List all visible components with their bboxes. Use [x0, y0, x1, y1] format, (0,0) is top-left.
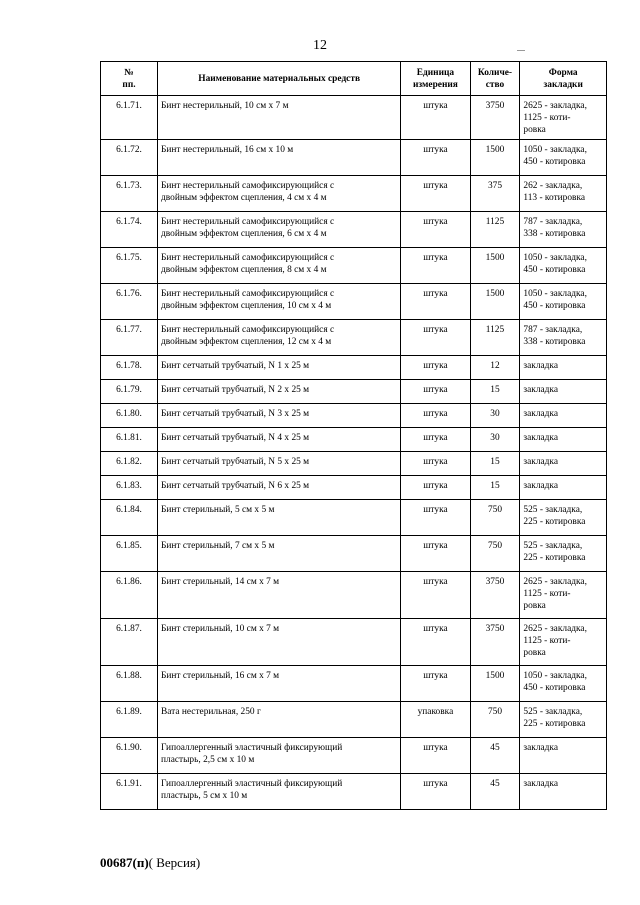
- table-row: [101, 356, 607, 380]
- cell-name: Бинт стерильный, 7 см х 5 м: [158, 536, 401, 572]
- cell-name: Бинт нестерильный самофиксирующийся с двойным эффектом сцепления, 10 см х 4 м: [158, 284, 401, 320]
- cell-qty: 30: [470, 428, 520, 452]
- cell-num: 6.1.90.: [101, 738, 158, 774]
- cell-name: Гипоаллергенный эластичный фиксирующий пластырь, 2,5 см х 10 м: [158, 738, 401, 774]
- cell-form: 525 - закладка, 225 - котировка: [520, 536, 607, 572]
- table-row: [101, 140, 607, 176]
- cell-qty: 375: [470, 176, 520, 212]
- cell-qty: 30: [470, 404, 520, 428]
- cell-form: 2625 - закладка, 1125 - коти- ровка: [520, 96, 607, 140]
- cell-form: закладка: [520, 774, 607, 810]
- cell-name: Бинт нестерильный, 10 см х 7 м: [158, 96, 401, 140]
- table-row: [101, 248, 607, 284]
- cell-num: 6.1.82.: [101, 452, 158, 476]
- cell-name: Гипоаллергенный эластичный фиксирующий пластырь, 5 см х 10 м: [158, 774, 401, 810]
- cell-form: 525 - закладка, 225 - котировка: [520, 702, 607, 738]
- cell-unit: штука: [401, 404, 470, 428]
- cell-qty: 12: [470, 356, 520, 380]
- cell-name: Бинт сетчатый трубчатый, N 3 х 25 м: [158, 404, 401, 428]
- table-row: [101, 96, 607, 140]
- cell-unit: штука: [401, 738, 470, 774]
- cell-form: 262 - закладка, 113 - котировка: [520, 176, 607, 212]
- cell-qty: 15: [470, 476, 520, 500]
- cell-name: Бинт нестерильный самофиксирующийся с двойным эффектом сцепления, 8 см х 4 м: [158, 248, 401, 284]
- cell-qty: 750: [470, 500, 520, 536]
- cell-num: 6.1.79.: [101, 380, 158, 404]
- cell-name: Бинт стерильный, 10 см х 7 м: [158, 619, 401, 666]
- table-header-row: [101, 62, 607, 96]
- cell-unit: штука: [401, 212, 470, 248]
- table-row: [101, 212, 607, 248]
- cell-qty: 1500: [470, 666, 520, 702]
- cell-form: 1050 - закладка, 450 - котировка: [520, 284, 607, 320]
- cell-qty: 3750: [470, 619, 520, 666]
- cell-num: 6.1.75.: [101, 248, 158, 284]
- cell-num: 6.1.85.: [101, 536, 158, 572]
- cell-unit: штука: [401, 572, 470, 619]
- cell-num: 6.1.81.: [101, 428, 158, 452]
- cell-name: Бинт сетчатый трубчатый, N 6 х 25 м: [158, 476, 401, 500]
- cell-unit: штука: [401, 176, 470, 212]
- cell-unit: штука: [401, 380, 470, 404]
- materials-table: [100, 61, 607, 810]
- cell-unit: штука: [401, 774, 470, 810]
- cell-num: 6.1.87.: [101, 619, 158, 666]
- cell-unit: штука: [401, 320, 470, 356]
- cell-qty: 3750: [470, 96, 520, 140]
- document-code: 00687(п): [100, 855, 149, 870]
- cell-unit: штука: [401, 452, 470, 476]
- cell-unit: штука: [401, 619, 470, 666]
- cell-form: закладка: [520, 404, 607, 428]
- cell-qty: 1500: [470, 140, 520, 176]
- cell-qty: 15: [470, 380, 520, 404]
- document-version: ( Версия): [148, 855, 201, 870]
- cell-num: 6.1.83.: [101, 476, 158, 500]
- cell-form: 1050 - закладка, 450 - котировка: [520, 140, 607, 176]
- cell-num: 6.1.73.: [101, 176, 158, 212]
- cell-qty: 45: [470, 738, 520, 774]
- footer: [100, 855, 200, 871]
- cell-unit: штука: [401, 96, 470, 140]
- table-row: [101, 476, 607, 500]
- cell-num: 6.1.86.: [101, 572, 158, 619]
- table-row: [101, 702, 607, 738]
- table-row: [101, 428, 607, 452]
- cell-qty: 1500: [470, 284, 520, 320]
- scan-mark: [517, 50, 525, 51]
- table-row: [101, 738, 607, 774]
- cell-num: 6.1.84.: [101, 500, 158, 536]
- cell-form: 787 - закладка, 338 - котировка: [520, 212, 607, 248]
- cell-unit: штука: [401, 500, 470, 536]
- cell-qty: 15: [470, 452, 520, 476]
- cell-qty: 750: [470, 702, 520, 738]
- cell-name: Бинт стерильный, 16 см х 7 м: [158, 666, 401, 702]
- cell-qty: 3750: [470, 572, 520, 619]
- cell-name: Бинт нестерильный самофиксирующийся с двойным эффектом сцепления, 12 см х 4 м: [158, 320, 401, 356]
- cell-form: закладка: [520, 380, 607, 404]
- header-name: Наименование материальных средств: [158, 62, 401, 96]
- cell-name: Бинт сетчатый трубчатый, N 4 х 25 м: [158, 428, 401, 452]
- cell-num: 6.1.76.: [101, 284, 158, 320]
- cell-name: Бинт сетчатый трубчатый, N 2 х 25 м: [158, 380, 401, 404]
- cell-num: 6.1.74.: [101, 212, 158, 248]
- cell-unit: штука: [401, 536, 470, 572]
- cell-num: 6.1.78.: [101, 356, 158, 380]
- table-row: [101, 176, 607, 212]
- table-row: [101, 536, 607, 572]
- cell-num: 6.1.77.: [101, 320, 158, 356]
- cell-unit: штука: [401, 428, 470, 452]
- cell-form: закладка: [520, 452, 607, 476]
- cell-num: 6.1.91.: [101, 774, 158, 810]
- cell-num: 6.1.89.: [101, 702, 158, 738]
- cell-form: 1050 - закладка, 450 - котировка: [520, 248, 607, 284]
- page-number: 12: [313, 38, 327, 53]
- cell-form: 1050 - закладка, 450 - котировка: [520, 666, 607, 702]
- cell-unit: штука: [401, 666, 470, 702]
- cell-name: Бинт сетчатый трубчатый, N 1 х 25 м: [158, 356, 401, 380]
- cell-name: Бинт нестерильный, 16 см х 10 м: [158, 140, 401, 176]
- table-row: [101, 452, 607, 476]
- cell-unit: штука: [401, 356, 470, 380]
- cell-num: 6.1.88.: [101, 666, 158, 702]
- table-row: [101, 320, 607, 356]
- cell-qty: 45: [470, 774, 520, 810]
- table-row: [101, 572, 607, 619]
- cell-form: закладка: [520, 428, 607, 452]
- cell-num: 6.1.72.: [101, 140, 158, 176]
- cell-name: Бинт нестерильный самофиксирующийся с двойным эффектом сцепления, 6 см х 4 м: [158, 212, 401, 248]
- cell-form: закладка: [520, 738, 607, 774]
- cell-name: Бинт сетчатый трубчатый, N 5 х 25 м: [158, 452, 401, 476]
- cell-name: Бинт нестерильный самофиксирующийся с двойным эффектом сцепления, 4 см х 4 м: [158, 176, 401, 212]
- cell-form: 525 - закладка, 225 - котировка: [520, 500, 607, 536]
- cell-form: 2625 - закладка, 1125 - коти- ровка: [520, 619, 607, 666]
- cell-unit: штука: [401, 476, 470, 500]
- cell-num: 6.1.71.: [101, 96, 158, 140]
- cell-form: закладка: [520, 476, 607, 500]
- header-qty: Количе- ство: [470, 62, 520, 96]
- table-row: [101, 774, 607, 810]
- cell-qty: 1125: [470, 212, 520, 248]
- cell-form: 2625 - закладка, 1125 - коти- ровка: [520, 572, 607, 619]
- cell-qty: 750: [470, 536, 520, 572]
- table-body: [101, 96, 607, 810]
- cell-name: Бинт стерильный, 5 см х 5 м: [158, 500, 401, 536]
- table-row: [101, 500, 607, 536]
- cell-num: 6.1.80.: [101, 404, 158, 428]
- cell-unit: штука: [401, 140, 470, 176]
- cell-form: 787 - закладка, 338 - котировка: [520, 320, 607, 356]
- table-row: [101, 404, 607, 428]
- cell-name: Бинт стерильный, 14 см х 7 м: [158, 572, 401, 619]
- header-form: Форма закладки: [520, 62, 607, 96]
- cell-unit: штука: [401, 284, 470, 320]
- header-unit: Единица измерения: [401, 62, 470, 96]
- cell-unit: штука: [401, 248, 470, 284]
- cell-unit: упаковка: [401, 702, 470, 738]
- table-row: [101, 619, 607, 666]
- cell-qty: 1125: [470, 320, 520, 356]
- header-num: № пп.: [101, 62, 158, 96]
- cell-qty: 1500: [470, 248, 520, 284]
- table-row: [101, 666, 607, 702]
- table-row: [101, 380, 607, 404]
- cell-form: закладка: [520, 356, 607, 380]
- cell-name: Вата нестерильная, 250 г: [158, 702, 401, 738]
- table-row: [101, 284, 607, 320]
